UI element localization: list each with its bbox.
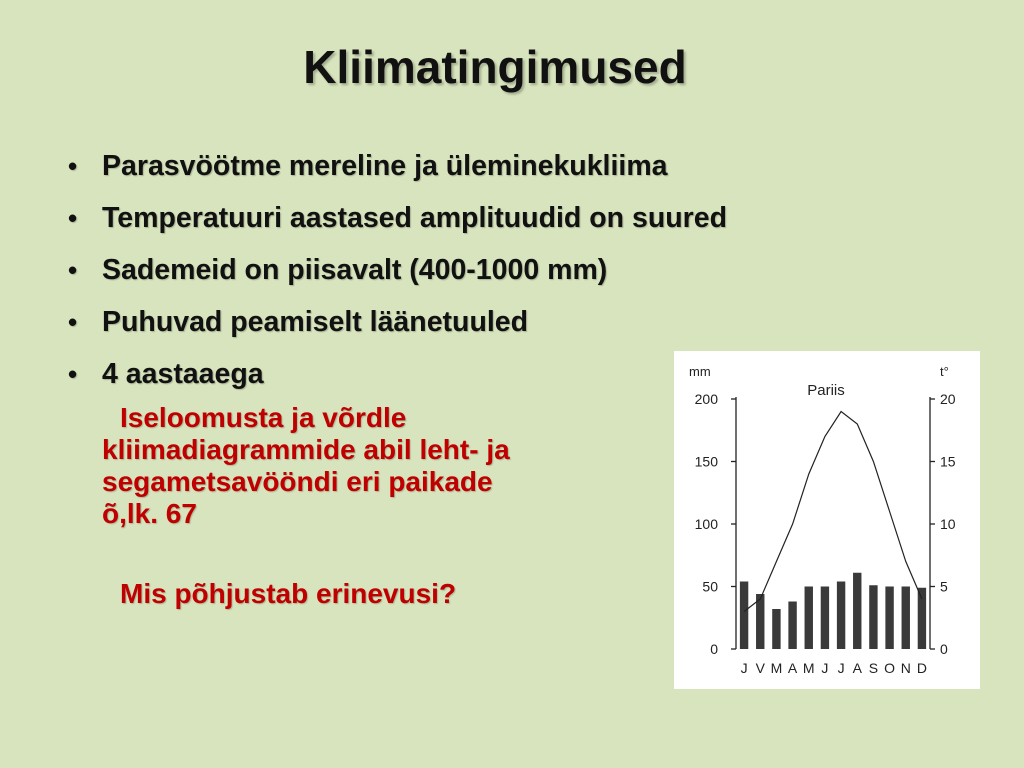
bullet-dot-icon: • <box>68 203 78 233</box>
bullet-item <box>62 140 962 192</box>
left-tick-label: 50 <box>702 578 718 595</box>
bullet-item <box>62 296 962 348</box>
bullet-dot-icon: • <box>68 255 78 285</box>
month-label: A <box>787 660 798 676</box>
left-tick-label: 100 <box>694 516 718 532</box>
precipitation-bar <box>885 587 893 650</box>
precipitation-bar <box>869 585 877 649</box>
climate-chart-svg <box>674 351 980 689</box>
month-label: J <box>821 660 829 676</box>
right-unit-label: t° <box>940 364 949 379</box>
month-label: V <box>755 660 765 676</box>
precipitation-bar <box>772 609 780 649</box>
right-tick-label: 20 <box>940 391 956 407</box>
bullet-dot-icon: • <box>68 359 78 389</box>
bullet-text: Sademeid on piisavalt (400-1000 mm) <box>102 254 608 286</box>
bullet-text: Puhuvad peamiselt läänetuuled <box>102 306 529 338</box>
task-text <box>102 402 672 530</box>
left-unit-label: mm <box>689 364 711 379</box>
month-label: M <box>770 660 783 676</box>
precipitation-bar <box>918 588 926 649</box>
precipitation-bar <box>821 587 829 650</box>
left-tick-label: 150 <box>694 453 718 470</box>
right-tick-label: 15 <box>940 453 956 470</box>
bullet-dot-icon: • <box>68 151 78 181</box>
month-label: N <box>900 660 911 676</box>
precipitation-bar <box>805 587 813 650</box>
slide-title: Kliimatingimused <box>303 41 687 93</box>
task-line: õ,lk. 67 <box>102 498 197 529</box>
temperature-line <box>744 412 922 612</box>
precipitation-bar <box>837 582 845 650</box>
bullet-text: Temperatuuri aastased amplituudid on suured <box>102 202 727 234</box>
month-label: S <box>868 660 879 676</box>
bullet-item <box>62 244 962 296</box>
bullet-item <box>62 192 962 244</box>
bullet-text: Parasvöötme mereline ja üleminekukliima <box>102 150 668 182</box>
month-label: O <box>884 660 896 676</box>
task-line: Iseloomusta ja võrdle <box>120 402 407 433</box>
climate-chart <box>674 351 980 689</box>
bullet-text: 4 aastaaega <box>102 358 264 390</box>
right-tick-label: 0 <box>940 641 948 657</box>
chart-title: Pariis <box>807 382 845 399</box>
bullet-dot-icon: • <box>68 307 78 337</box>
month-label: J <box>837 660 845 676</box>
month-label: M <box>802 660 815 676</box>
month-label: J <box>740 660 748 676</box>
precipitation-bar <box>788 602 796 650</box>
month-label: D <box>916 660 927 676</box>
question-text: Mis põhjustab erinevusi? <box>120 578 457 609</box>
month-label: A <box>852 660 862 676</box>
right-tick-label: 5 <box>940 578 948 595</box>
left-tick-label: 200 <box>694 391 718 407</box>
task-line: segametsavööndi eri paikade <box>102 466 493 497</box>
right-tick-label: 10 <box>940 516 956 532</box>
precipitation-bar <box>853 573 861 649</box>
left-tick-label: 0 <box>710 641 718 657</box>
task-line: kliimadiagrammide abil leht- ja <box>102 434 510 465</box>
precipitation-bar <box>756 594 764 649</box>
precipitation-bar <box>740 582 748 650</box>
precipitation-bar <box>902 587 910 650</box>
